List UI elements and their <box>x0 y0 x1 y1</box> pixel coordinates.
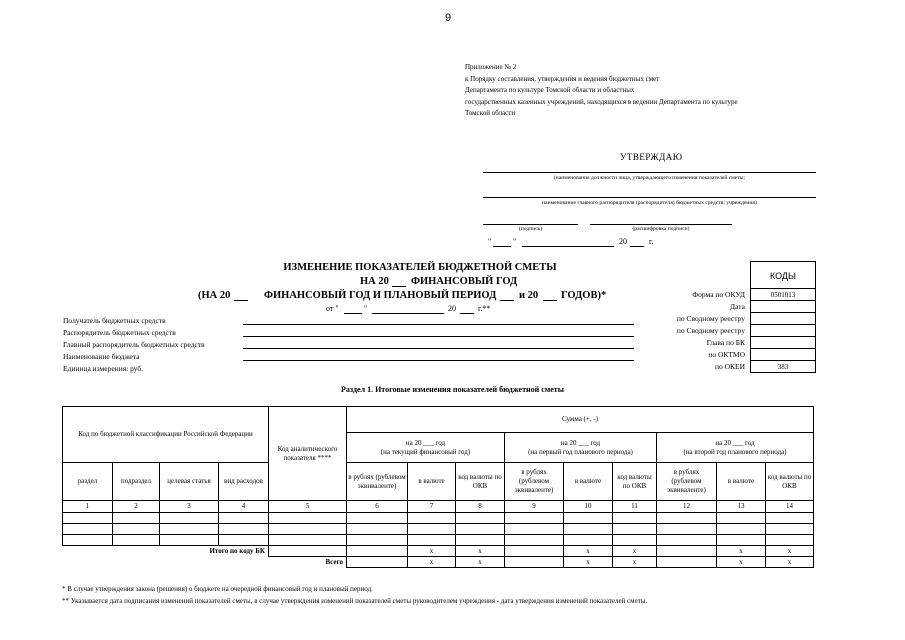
appendix-line: к Порядку составления, утверждения и ведения бюджетных смет <box>465 74 660 83</box>
table-cell[interactable] <box>219 513 269 524</box>
table-cell[interactable] <box>347 513 408 524</box>
table-row <box>63 535 814 546</box>
table-cell[interactable] <box>113 535 160 546</box>
approve-date-quote-open: " <box>488 237 492 246</box>
table-cell[interactable] <box>657 524 717 535</box>
header-year-plan1: на 20 ___ год (на первый год планового периода) <box>505 433 657 463</box>
code-label-registry-1: по Сводному реестру <box>676 314 745 323</box>
approve-day-field[interactable] <box>493 237 511 247</box>
label-manager: Распорядитель бюджетных средств <box>63 328 176 337</box>
title-period-year-field[interactable] <box>234 290 248 301</box>
appendix-line: Приложение № 2 <box>465 63 517 71</box>
header-year-current: на 20 ___ год (на текущий финансовый год) <box>347 433 505 463</box>
table-cell[interactable] <box>347 535 408 546</box>
table-cell[interactable] <box>456 524 505 535</box>
from-month-field[interactable] <box>372 304 444 314</box>
header-year-current-desc: (на текущий финансовый год) <box>380 447 471 456</box>
table-cell[interactable] <box>113 513 160 524</box>
table-cell[interactable] <box>347 524 408 535</box>
table-cell[interactable] <box>613 513 657 524</box>
approve-title: УТВЕРЖДАЮ <box>620 152 683 162</box>
code-label-okei: по ОКЕИ <box>714 362 745 371</box>
table-cell[interactable] <box>564 524 613 535</box>
section-title: Раздел 1. Итоговые изменения показателей бюджетной сметы <box>341 385 564 394</box>
table-cell[interactable] <box>160 513 219 524</box>
table-cell[interactable] <box>505 513 564 524</box>
x-mark: x <box>456 557 505 568</box>
header-year-plan1-desc: (на первый год планового периода) <box>528 447 633 456</box>
code-oktmo-value[interactable] <box>750 349 816 361</box>
label-unit: Единица измерения: руб. <box>63 364 144 373</box>
table-cell[interactable] <box>269 546 347 557</box>
table-cell[interactable] <box>505 546 564 557</box>
from-year-suffix: г.** <box>478 304 491 313</box>
table-cell[interactable] <box>347 557 408 568</box>
header-year-plan2-prefix: на 20 <box>715 438 732 447</box>
table-cell[interactable] <box>269 513 347 524</box>
footnote-2: ** Указывается дата подписания изменений показателей сметы, в случае утверждения изменений показателей сметы руководителем учреждения - дата утверждения изменений показателей сметы. <box>62 597 648 605</box>
header-year-current-prefix: на 20 <box>405 438 422 447</box>
from-date-prefix: от " <box>326 304 339 313</box>
header-analytic-code: Код аналитического показателя **** <box>269 407 347 501</box>
header-rub-3: в рублях (рублевом эквиваленте) <box>657 463 717 501</box>
col-num: 4 <box>219 501 269 513</box>
x-mark: x <box>766 557 814 568</box>
table-cell[interactable] <box>505 524 564 535</box>
table-cell[interactable] <box>717 535 766 546</box>
table-cell[interactable] <box>160 524 219 535</box>
code-okud-value[interactable]: 0501013 <box>750 289 816 301</box>
title-plan-year2-field[interactable] <box>543 290 557 301</box>
code-chapter-value[interactable] <box>750 337 816 349</box>
from-year-field[interactable] <box>460 304 474 314</box>
table-cell[interactable] <box>113 524 160 535</box>
table-cell[interactable] <box>219 524 269 535</box>
table-row <box>63 513 814 524</box>
appendix-line: государственных казенных учреждений, находящихся в ведении Департамента по культуре <box>465 97 738 106</box>
header-year-plan1-suffix: год <box>590 438 601 447</box>
label-recipient: Получатель бюджетных средств <box>63 316 166 325</box>
codes-header: КОДЫ <box>750 261 816 289</box>
chief-manager-field[interactable] <box>243 338 634 349</box>
approve-month-field[interactable] <box>522 237 614 247</box>
title-financial-year: ФИНАНСОВЫЙ ГОД <box>411 276 518 287</box>
header-year-plan2: на 20 ___ год (на второй год планового периода) <box>657 433 814 463</box>
table-cell[interactable] <box>613 524 657 535</box>
code-label-oktmo: по ОКТМО <box>708 350 745 359</box>
header-year-plan1-prefix: на 20 <box>560 438 577 447</box>
label-budget-name: Наименование бюджета <box>63 352 140 361</box>
table-cell[interactable] <box>505 535 564 546</box>
x-mark: x <box>408 546 456 557</box>
title-year-prefix: НА 20 <box>360 276 389 287</box>
form-title: ИЗМЕНЕНИЕ ПОКАЗАТЕЛЕЙ БЮДЖЕТНОЙ СМЕТЫ <box>283 262 557 273</box>
title-period-prefix: (НА 20 <box>198 290 231 301</box>
header-target: целевая статья <box>160 463 219 501</box>
table-cell[interactable] <box>766 513 814 524</box>
x-mark: x <box>564 557 613 568</box>
approve-year-suffix: г. <box>649 237 654 246</box>
from-date-quote: " <box>364 304 368 313</box>
x-mark: x <box>717 546 766 557</box>
footnote-1: * В случае утверждения закона (решения) о бюджете на очередной финансовый год и плановый период. <box>62 585 373 593</box>
approve-year-field[interactable] <box>630 237 644 247</box>
col-num: 9 <box>505 501 564 513</box>
signature-field[interactable] <box>483 212 578 225</box>
header-sum: Сумма (+, -) <box>347 407 814 433</box>
table-cell[interactable] <box>564 535 613 546</box>
table-cell[interactable] <box>219 535 269 546</box>
x-mark: x <box>613 546 657 557</box>
from-year-prefix: 20 <box>448 304 456 313</box>
x-mark: x <box>717 557 766 568</box>
table-cell[interactable] <box>657 513 717 524</box>
title-plan-year1-field[interactable] <box>500 290 514 301</box>
total-all-row <box>63 557 814 568</box>
col-num: 13 <box>717 501 766 513</box>
header-okv-2: код валюты по ОКВ <box>613 463 657 501</box>
x-mark: x <box>766 546 814 557</box>
title-year-field[interactable] <box>392 276 406 287</box>
table-cell[interactable] <box>160 535 219 546</box>
table-cell[interactable] <box>456 513 505 524</box>
code-label-chapter: Глава по БК <box>706 338 745 347</box>
table-cell[interactable] <box>456 535 505 546</box>
appendix-line: Департамента по культуре Томской области и областных <box>465 86 635 94</box>
title-and-year: и 20 <box>519 290 539 301</box>
table-cell[interactable] <box>766 524 814 535</box>
total-all-label: Всего <box>325 557 343 566</box>
appendix-block <box>465 62 738 120</box>
table-cell[interactable] <box>408 524 456 535</box>
col-num: 14 <box>766 501 814 513</box>
table-cell[interactable] <box>717 524 766 535</box>
header-rub-2: в рублях (рублевом эквиваленте) <box>505 463 564 501</box>
table-cell[interactable] <box>657 535 717 546</box>
code-registry-2-value[interactable] <box>750 325 816 337</box>
table-cell[interactable] <box>408 513 456 524</box>
col-num: 5 <box>269 501 347 513</box>
table-cell[interactable] <box>717 513 766 524</box>
page-number: 9 <box>445 12 452 24</box>
table-cell[interactable] <box>613 535 657 546</box>
title-years-suffix: ГОДОВ)* <box>561 290 607 301</box>
approver-org-caption: наименование главного распорядителя (распорядителя) бюджетных средств; учреждения) <box>542 200 757 206</box>
col-num: 3 <box>160 501 219 513</box>
header-bk-code: Код по бюджетной классификации Российской Федерации <box>63 407 269 463</box>
from-day-field[interactable] <box>344 304 362 314</box>
table-cell[interactable] <box>269 524 347 535</box>
col-num: 2 <box>113 501 160 513</box>
col-num: 8 <box>456 501 505 513</box>
col-num: 1 <box>63 501 113 513</box>
table-cell[interactable] <box>657 557 717 568</box>
approve-year-prefix: 20 <box>619 237 627 246</box>
code-label-okud: Форма по ОКУД <box>692 290 745 299</box>
header-year-current-suffix: год <box>435 438 446 447</box>
table-cell[interactable] <box>269 535 347 546</box>
approver-org-field[interactable] <box>483 185 816 198</box>
col-num: 11 <box>613 501 657 513</box>
table-row <box>63 524 814 535</box>
x-mark: x <box>564 546 613 557</box>
col-num: 7 <box>408 501 456 513</box>
approve-date-quote-close: " <box>513 237 517 246</box>
budget-name-field[interactable] <box>243 350 634 361</box>
header-year-plan2-suffix: год <box>745 438 755 447</box>
manager-field[interactable] <box>243 326 634 337</box>
header-podrazdel: подраздел <box>113 463 160 501</box>
table-cell[interactable] <box>63 524 113 535</box>
signature-decode-caption: (расшифровка подписи) <box>632 226 690 232</box>
table-cell[interactable] <box>408 535 456 546</box>
table-cell[interactable] <box>63 535 113 546</box>
x-mark: x <box>408 557 456 568</box>
col-num: 6 <box>347 501 408 513</box>
header-val-1: в валюте <box>408 463 456 501</box>
header-val-2: в валюте <box>564 463 613 501</box>
header-vid: вид расходов <box>219 463 269 501</box>
signature-caption: (подпись) <box>518 226 543 232</box>
table-cell[interactable] <box>63 513 113 524</box>
code-registry-1-value[interactable] <box>750 313 816 325</box>
code-label-date: Дата <box>730 302 745 311</box>
col-num: 10 <box>564 501 613 513</box>
estimate-table <box>62 406 814 568</box>
appendix-line: Томской области <box>465 109 516 117</box>
total-bk-row <box>63 546 814 557</box>
signature-decode-field[interactable] <box>590 212 732 225</box>
header-okv-3: код валюты по ОКВ <box>766 463 814 501</box>
x-mark: x <box>613 557 657 568</box>
code-okei-value[interactable]: 383 <box>750 361 816 373</box>
recipient-field[interactable] <box>243 314 634 325</box>
header-razdel: раздел <box>63 463 113 501</box>
table-cell[interactable] <box>766 535 814 546</box>
table-cell[interactable] <box>347 546 408 557</box>
table-cell[interactable] <box>505 557 564 568</box>
code-date-value[interactable] <box>750 301 816 313</box>
code-label-registry-2: по Сводному реестру <box>676 326 745 335</box>
header-year-plan2-desc: (на второй год планового периода) <box>683 447 787 456</box>
header-val-3: в валюте <box>717 463 766 501</box>
header-okv-1: код валюты по ОКВ <box>456 463 505 501</box>
title-period-text: ФИНАНСОВЫЙ ГОД И ПЛАНОВЫЙ ПЕРИОД <box>264 290 497 301</box>
x-mark: x <box>456 546 505 557</box>
table-cell[interactable] <box>657 546 717 557</box>
approver-position-field[interactable] <box>483 160 816 173</box>
col-num: 12 <box>657 501 717 513</box>
approver-position-caption: (наименование должности лица, утверждающего изменения показателей сметы; <box>553 175 746 181</box>
label-chief-manager: Главный распорядитель бюджетных средств <box>63 340 205 349</box>
header-rub-1: в рублях (рублевом эквиваленте) <box>347 463 408 501</box>
total-bk-label: Итого по коду БК <box>209 546 265 555</box>
table-cell[interactable] <box>564 513 613 524</box>
